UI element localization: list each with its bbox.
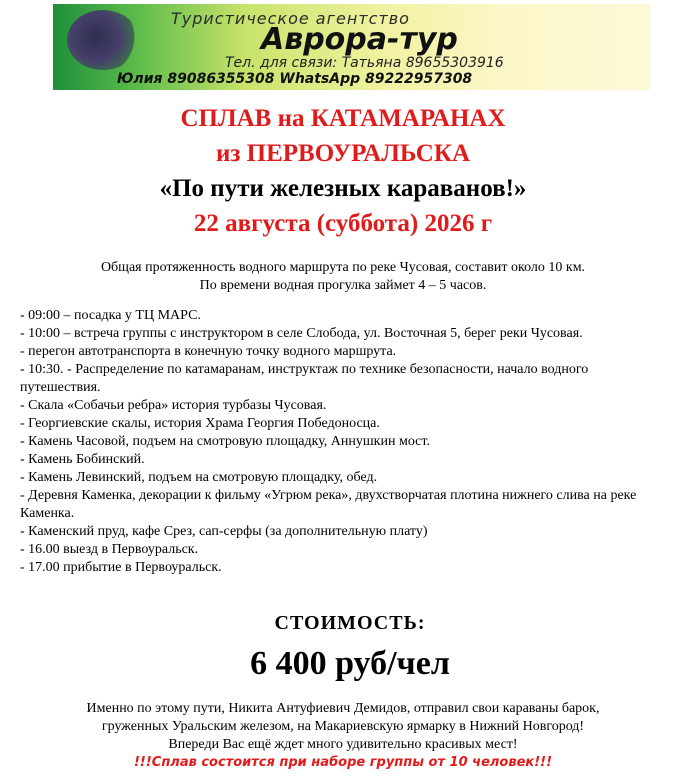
itinerary-item: - 17.00 прибытие в Первоуральск. [20,560,222,575]
banner-subtitle: Туристическое агентство [171,9,410,28]
history-line: Впереди Вас ещё ждет много удивительно красивых мест! [168,737,518,752]
tour-price: 6 400 руб/чел [250,645,450,682]
itinerary-item: - Скала «Собачьи ребра» история турбазы Чусовая. [20,398,327,413]
headline-line1: СПЛАВ на КАТАМАРАНАХ [180,105,506,132]
agency-banner [53,4,650,90]
itinerary-item: - Георгиевские скалы, история Храма Георгия Победоносца. [20,416,380,431]
route-intro [0,259,686,295]
cost-label: СТОИМОСТЬ: [274,612,426,634]
itinerary-item: - 10:30. - Распределение по катамаранам, инструктаж по технике безопасности, начало водного путешествия. [20,362,589,395]
history-line: груженных Уральским железом, на Макариевскую ярмарку в Нижний Новгород! [101,719,585,734]
itinerary-list [20,307,670,577]
headline-line2: из ПЕРВОУРАЛЬСКА [215,140,471,167]
agency-logo-icon [67,10,139,70]
itinerary-item: - Каменский пруд, кафе Срез, сап-серфы (за дополнительную плату) [20,524,428,539]
itinerary-item: - 16.00 выезд в Первоуральск. [20,542,199,557]
agency-name: Аврора-тур [261,22,458,57]
itinerary-item: - перегон автотранспорта в конечную точку водного маршрута. [20,344,397,359]
itinerary-item: - Камень Бобинский. [20,452,145,467]
headline-tagline: «По пути железных караванов!» [159,175,527,202]
itinerary-item: - 09:00 – посадка у ТЦ МАРС. [20,308,201,323]
itinerary-item: - Деревня Каменка, декорации к фильму «Угрюм река», двухстворчатая плотина нижнего слива на реке Каменка. [20,488,637,521]
intro-line: По времени водная прогулка займет 4 – 5 часов. [199,278,487,293]
contact-phones-yulia-whatsapp: Юлия 89086355308 WhatsApp 89222957308 [117,71,473,87]
intro-line: Общая протяженность водного маршрута по реке Чусовая, составит около 10 км. [100,260,586,275]
history-note [0,700,686,754]
itinerary-item: - Камень Левинский, подъем на смотровую площадку, обед. [20,470,378,485]
itinerary-item: - 10:00 – встреча группы с инструктором в селе Слобода, ул. Восточная 5, берег реки Чусовая. [20,326,583,341]
itinerary-item: - Камень Часовой, подъем на смотровую площадку, Аннушкин мост. [20,434,430,449]
contact-phone-tatiana: Тел. для связи: Татьяна 89655303916 [225,55,504,71]
tour-date: 22 августа (суббота) 2026 г [193,210,493,237]
history-line: Именно по этому пути, Никита Антуфиевич Демидов, отправил свои караваны барок, [86,701,600,716]
group-size-notice: !!!Сплав состоится при наборе группы от 10 человек!!! [134,755,552,770]
